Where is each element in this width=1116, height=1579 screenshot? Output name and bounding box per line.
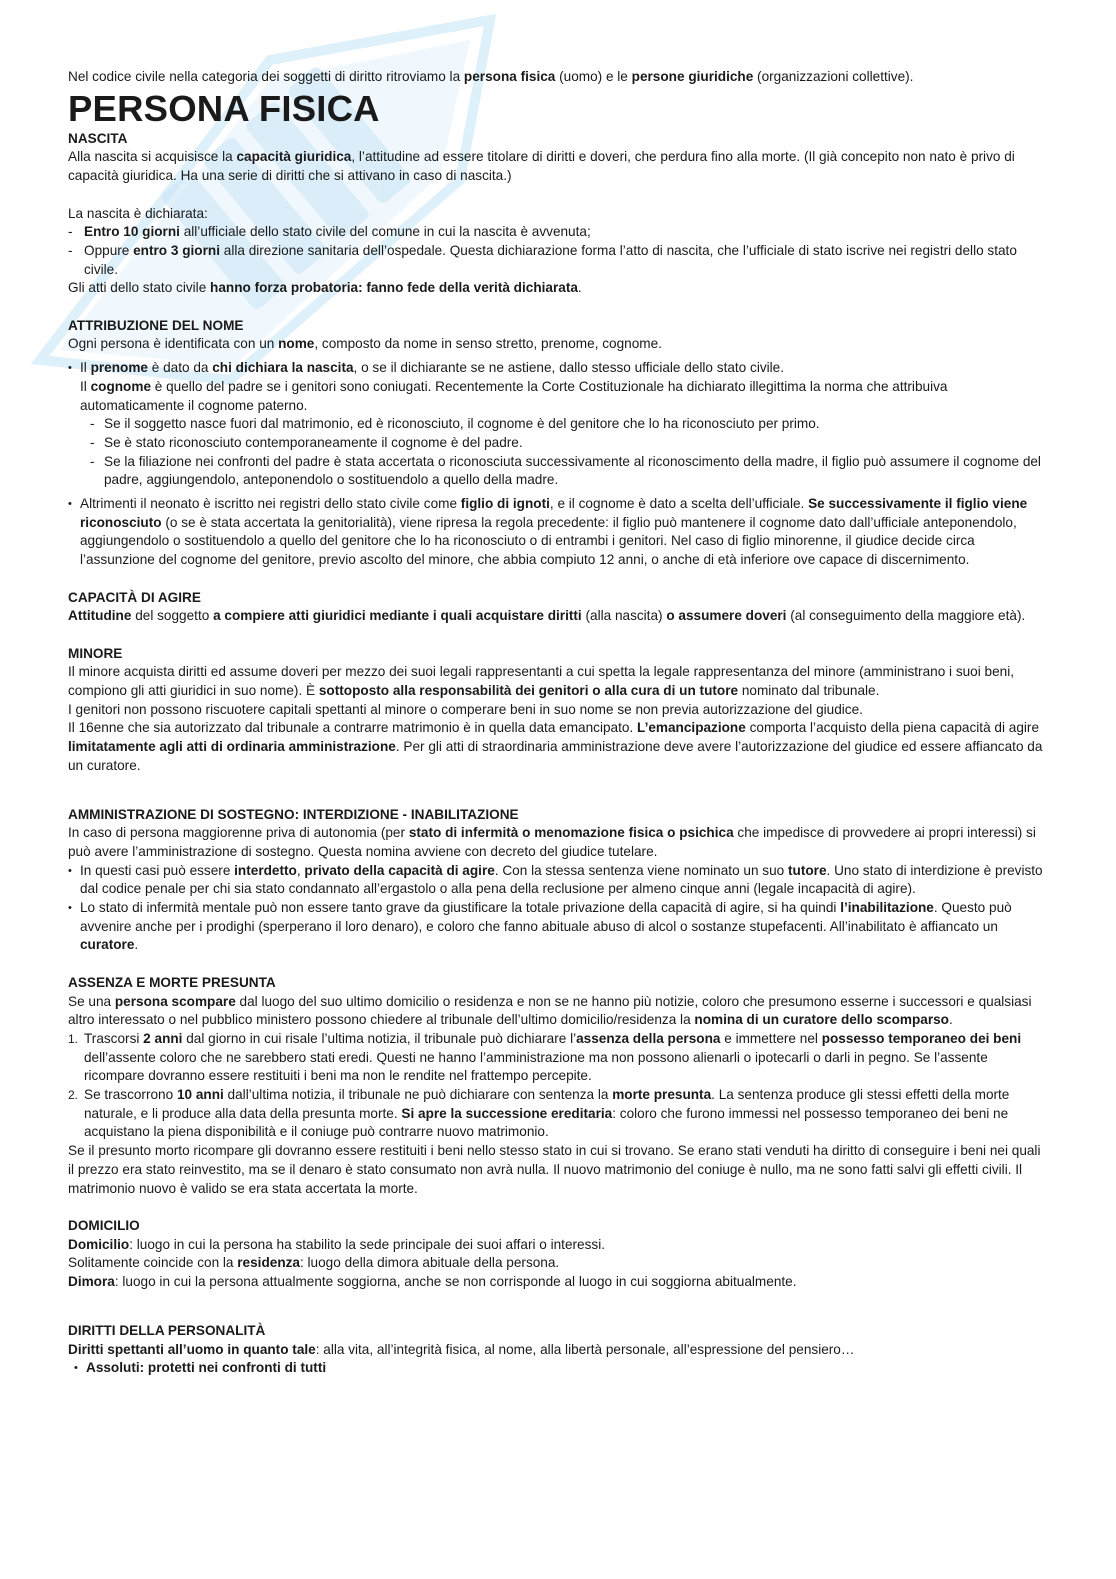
assenza-paragraph: Se una persona scompare dal luogo del suo ultimo domicilio o residenza e non se ne hanno più notizie, coloro che presumono esserne i successori e qualsiasi altro interessato o nel pubblico ministero possono chiedere al tribunale dell’ultimo domicilio/residenza la nomina di un curatore dello scomparso. bbox=[68, 993, 1032, 1028]
section-heading-personalita: DIRITTI DELLA PERSONALITÀ bbox=[68, 1322, 266, 1338]
nascita-atti: Gli atti dello stato civile hanno forza probatoria: fanno fede della verità dichiarata. bbox=[68, 280, 582, 296]
nascita-paragraph: Alla nascita si acquisisce la capacità giuridica, l’attitudine ad essere titolare di diritti e doveri, che perdura fino alla morte. (Il già concepito non nato è privo di capacità giuridica. Ha una serie di diritti che si attivano in caso di nascita.) bbox=[68, 149, 1015, 184]
sostegno-paragraph: In caso di persona maggiorenne priva di autonomia (per stato di infermità o menomazione fisica o psichica che impedisce di provvedere ai propri interessi) si può avere l’amministrazione di sostegno. Questa nomina avviene con decreto del giudice tutelare. bbox=[68, 825, 1036, 859]
section-heading-assenza: ASSENZA E MORTE PRESUNTA bbox=[68, 974, 276, 990]
residenza-def: Solitamente coincide con la residenza: luogo della dimora abituale della persona. bbox=[68, 1255, 560, 1271]
personalita-paragraph: Diritti spettanti all’uomo in quanto tale: alla vita, all’integrità fisica, al nome, alla libertà personale, all’espressione del pensiero… bbox=[68, 1341, 855, 1357]
list-item: 2. Se trascorrono 10 anni dall’ultima notizia, il tribunale ne può dichiarare con sentenza la morte presunta. La sentenza produce gli stessi effetti della morte naturale, e li produce alla data della presunta morte. Si apre la successione ereditaria: coloro che furono immessi nel possesso temporaneo dei beni ne acquistano la piena disponibilità e il coniuge può contrarre nuovo matrimonio. bbox=[68, 1087, 1010, 1140]
list-item: • In questi casi può essere interdetto, privato della capacità di agire. Con la stessa sentenza viene nominato un suo tutore. Uno stato di interdizione è previsto dal codice penale per chi sia stato condannato all’ergastolo o alla pena della reclusione per almeno cinque anni (legale incapacità di agire). bbox=[68, 862, 1046, 899]
list-item: • Altrimenti il neonato è iscritto nei registri dello stato civile come figlio di ignoti, e il cognome è dato a scelta dell’ufficiale. Se successivamente il figlio viene riconosciuto (o se è stata accertata la genitorialità), viene ripresa la regola precedente: il figlio può mantenere il cognome dato dall’ufficiale anteponendolo, aggiungendolo o sostituendolo a quello del genitore che lo ha riconosciuto o di entrambi i genitori. Nel caso di figlio minorenne, il giudice decide circa l’assunzione del cognome del genitore, previo ascolto del minore, che abbia compiuto 12 anni, o anche di età inferiore ove capace di discernimento. bbox=[68, 495, 1046, 570]
list-item: - Se il soggetto nasce fuori dal matrimonio, ed è riconosciuto, il cognome è del genitore che lo ha riconosciuto per primo. bbox=[90, 416, 820, 432]
nome-list bbox=[68, 359, 1046, 570]
nascita-dichiarata: La nascita è dichiarata: bbox=[68, 205, 208, 221]
list-item: - Oppure entro 3 giorni alla direzione sanitaria dell’ospedale. Questa dichiarazione forma l’atto di nascita, che l’ufficiale di stato iscrive nei registri dello stato civile. bbox=[68, 242, 1046, 279]
minore-paragraph: Il minore acquista diritti ed assume doveri per mezzo dei suoi legali rappresentanti a cui spetta la legale rappresentanza del minore (amministrano i suoi beni, compiono gli atti giuridici in suo nome). È sottoposto alla responsabilità dei genitori o alla cura di un tutore nominato dal tribunale. bbox=[68, 664, 1015, 699]
section-heading-agire: CAPACITÀ DI AGIRE bbox=[68, 589, 201, 605]
page-title: PERSONA FISICA bbox=[68, 87, 380, 129]
intro-paragraph: Nel codice civile nella categoria dei soggetti di diritto ritroviamo la persona fisica (uomo) e le persone giuridiche (organizzazioni collettive). bbox=[68, 69, 914, 84]
personalita-list bbox=[68, 1359, 1046, 1378]
list-item: - Se è stato riconosciuto contemporaneamente il cognome è del padre. bbox=[90, 434, 523, 450]
section-heading-minore: MINORE bbox=[68, 645, 123, 661]
assenza-list bbox=[68, 1030, 1046, 1142]
list-item: 1. Trascorsi 2 anni dal giorno in cui risale l’ultima notizia, il tribunale può dichiarare l’assenza della persona e immettere nel possesso temporaneo dei beni dell’assente coloro che ne sarebbero stati eredi. Questi ne hanno l’amministrazione ma non possono alienarli o ipotecarli o darli in pegno. Se l’assente ricompare dovranno essere restituiti i beni ma non le rendite nel frattempo percepite. bbox=[68, 1030, 1022, 1084]
agire-paragraph: Attitudine del soggetto a compiere atti giuridici mediante i quali acquistare diritti (alla nascita) o assumere doveri (al conseguimento della maggiore età). bbox=[68, 608, 1026, 624]
section-heading-nascita: NASCITA bbox=[68, 130, 128, 146]
document-page bbox=[68, 68, 1046, 1378]
section-heading-domicilio: DOMICILIO bbox=[68, 1217, 140, 1233]
nascita-list bbox=[68, 223, 1046, 279]
minore-emancipazione: Il 16enne che sia autorizzato dal tribunale a contrarre matrimonio è in quella data emancipato. L’emancipazione comporta l’acquisto della piena capacità di agire limitatamente agli atti di ordinaria amministrazione. Per gli atti di straordinaria amministrazione deve avere l’autorizzazione del giudice ed essere affiancato da un curatore. bbox=[68, 720, 1043, 773]
list-item: - Se la filiazione nei confronti del padre è stata accertata o riconosciuta successivamente al riconoscimento della madre, il figlio può assumere il cognome del padre, aggiungendolo, anteponendolo o sostituendolo a quello della madre. bbox=[90, 453, 1041, 488]
section-heading-sostegno: AMMINISTRAZIONE DI SOSTEGNO: INTERDIZIONE - INABILITAZIONE bbox=[68, 806, 519, 822]
assenza-ricompare: Se il presunto morto ricompare gli dovranno essere restituiti i beni nello stesso stato in cui si trovano. Se erano stati venduti ha diritto di conseguire i beni nei quali il prezzo era stato reinvestito, ma se il denaro è stato consumato non avrà nulla. Il nuovo matrimonio del coniuge è nullo, ma ne sono fatti salvi gli effetti civili. Il matrimonio nuovo è valido se era stata accertata la morte. bbox=[68, 1143, 1041, 1196]
list-item: • Lo stato di infermità mentale può non essere tanto grave da giustificare la totale privazione della capacità di agire, si ha quindi l’inabilitazione. Questo può avvenire anche per i prodighi (sperperano il loro denaro), e coloro che fanno abituale abuso di alcol o sostanze stupefacenti. All’inabilitato è affiancato un curatore. bbox=[68, 899, 1046, 955]
list-item: • Assoluti: protetti nei confronti di tutti bbox=[74, 1359, 1046, 1378]
domicilio-def: Domicilio: luogo in cui la persona ha stabilito la sede principale dei suoi affari o interessi. bbox=[68, 1236, 606, 1252]
nome-sub-list bbox=[80, 415, 1046, 490]
sostegno-list bbox=[68, 862, 1046, 956]
nome-paragraph: Ogni persona è identificata con un nome, composto da nome in senso stretto, prenome, cognome. bbox=[68, 336, 662, 352]
section-heading-nome: ATTRIBUZIONE DEL NOME bbox=[68, 317, 244, 333]
dimora-def: Dimora: luogo in cui la persona attualmente soggiorna, anche se non corrisponde al luogo in cui soggiorna abitualmente. bbox=[68, 1274, 797, 1290]
minore-genitori: I genitori non possono riscuotere capitali spettanti al minore o comperare beni in suo nome se non previa autorizzazione del giudice. bbox=[68, 701, 863, 717]
list-item: - Entro 10 giorni all’ufficiale dello stato civile del comune in cui la nascita è avvenuta; bbox=[68, 223, 1046, 242]
list-item: • Il prenome è dato da chi dichiara la nascita, o se il dichiarante se ne astiene, dallo stesso ufficiale dello stato civile. Il cognome è quello del padre se i genitori sono coniugati. Recentemente la Corte Costituzionale ha dichiarato illegittima la norma che attribuiva automaticamente il cognome paterno. - Se il soggetto nasce fuori dal matrimonio, ed è riconosciuto, il cognome è del genitore che lo ha riconosciuto per primo. - Se è stato riconosciuto contemporaneamente il cognome è del padre. - Se la filiazione nei confronti del padre è stata accertata o riconosciuta successivamente al riconoscimento della madre, il figlio può assumere il cognome del padre, aggiungendolo, anteponendolo o sostituendolo a quello della madre. bbox=[68, 359, 1046, 490]
